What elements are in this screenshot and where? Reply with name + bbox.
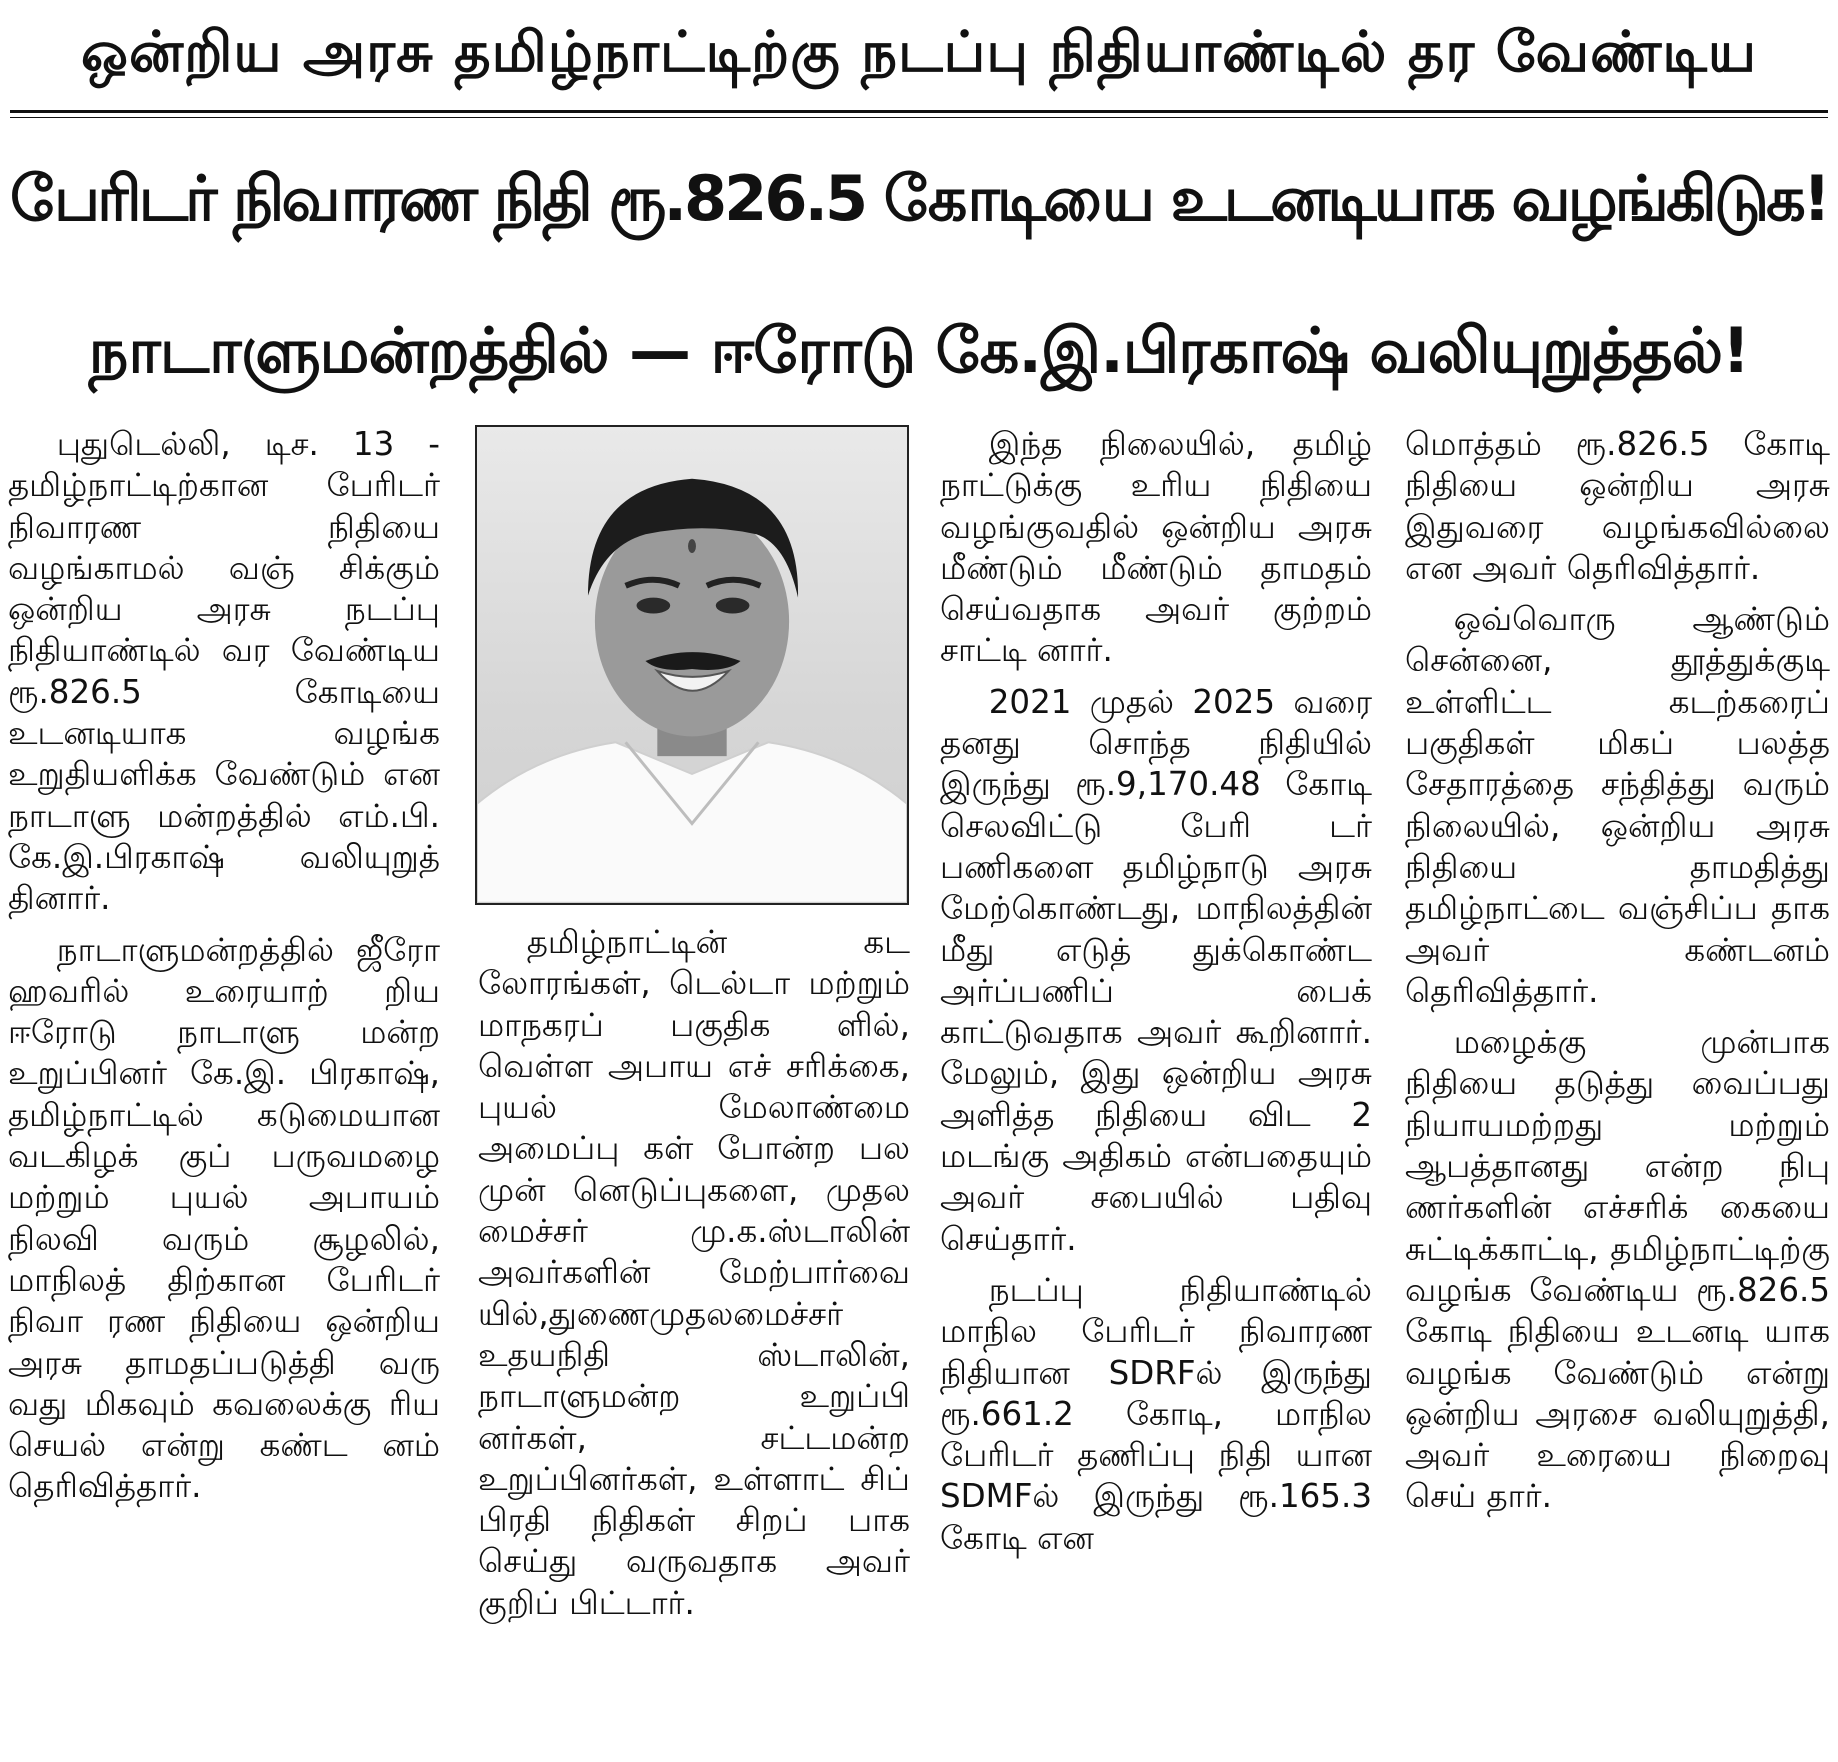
article-column-4 — [1405, 424, 1830, 1518]
article-column-3 — [940, 424, 1372, 1559]
paragraph: மொத்தம் ரூ.826.5 கோடி நிதியை ஒன்றிய அரசு இதுவரை வழங்கவில்லை என அவர் தெரிவித்தார். — [1405, 425, 1830, 587]
paragraph: இந்த நிலையில், தமிழ் நாட்டுக்கு உரிய நிதியை வழங்குவதில் ஒன்றிய அரசு மீண்டும் மீண்டும் தாமதம் செய்வதாக அவர் குற்றம் சாட்டி னார். — [940, 425, 1372, 670]
header-rule-thin — [10, 117, 1828, 118]
article-column-2 — [478, 922, 910, 1624]
paragraph: நாடாளுமன்றத்தில் ஜீரோ ஹவரில் உரையாற் றிய ஈரோடு நாடாளு மன்ற உறுப்பினர் கே.இ. பிரகாஷ், தமிழ்நாட்டில் கடுமையான வடகிழக் குப் பருவமழை மற்றும் புயல் அபாயம் நிலவி வரும் சூழலில், மாநிலத் திற்கான பேரிடர் நிவா ரண நிதியை ஒன்றிய அரசு தாமதப்படுத்தி வரு வது மிகவும் கவலைக்கு ரிய செயல் என்று கண்ட னம் தெரிவித்தார். — [8, 930, 440, 1506]
paragraph: நடப்பு நிதியாண்டில் மாநில பேரிடர் நிவாரண நிதியான SDRFல் இருந்து ரூ.661.2 கோடி, மாநில பேரிடர் தணிப்பு நிதி யான SDMFல் இருந்து ரூ.165.3 கோடி என — [940, 1270, 1372, 1557]
portrait-photo-icon — [477, 427, 907, 903]
paragraph: ஒவ்வொரு ஆண்டும் சென்னை, தூத்துக்குடி உள்ளிட்ட கடற்கரைப் பகுதிகள் மிகப் பலத்த சேதாரத்தை சந்தித்து வரும் நிலையில், ஒன்றிய அரசு நிதியை தாமதித்து தமிழ்நாட்டை வஞ்சிப்ப தாக அவர் கண்டனம் தெரிவித்தார். — [1405, 600, 1830, 1010]
kicker-headline: ஒன்றிய அரசு தமிழ்நாட்டிற்கு நடப்பு நிதியாண்டில் தர வேண்டிய — [81, 20, 1757, 85]
paragraph: 2021 முதல் 2025 வரை தனது சொந்த நிதியில் இருந்து ரூ.9,170.48 கோடி செலவிட்டு பேரி டர் பணிகளை தமிழ்நாடு அரசு மேற்கொண்டது, மாநிலத்தின் மீது எடுத் துக்கொண்ட அர்ப்பணிப் பைக் காட்டுவதாக அவர் கூறினார். மேலும், இது ஒன்றிய அரசு அளித்த நிதியை விட 2 மடங்கு அதிகம் என்பதையும் அவர் சபையில் பதிவு செய்தார். — [940, 682, 1372, 1258]
paragraph: புதுடெல்லி, டிச. 13 - தமிழ்நாட்டிற்கான பேரிடர் நிவாரண நிதியை வழங்காமல் வஞ் சிக்கும் ஒன்றிய அரசு நடப்பு நிதியாண்டில் வர வேண்டிய ரூ.826.5 கோடியை உடனடியாக வழங்க உறுதியளிக்க வேண்டும் என நாடாளு மன்றத்தில் எம்.பி. கே.இ.பிரகாஷ் வலியுறுத் தினார். — [8, 425, 440, 918]
paragraph: தமிழ்நாட்டின் கட லோரங்கள், டெல்டா மற்றும் மாநகரப் பகுதிக ளில், வெள்ள அபாய எச் சரிக்கை, புயல் மேலாண்மை அமைப்பு கள் போன்ற பல முன் னெடுப்புகளை, முதல மைச்சர் மு.க.ஸ்டாலின் அவர்களின் மேற்பார்வை யில்,துணைமுதலமைச்சர் உதயநிதி ஸ்டாலின், நாடாளுமன்ற உறுப்பி னர்கள், சட்டமன்ற உறுப்பினர்கள், உள்ளாட் சிப் பிரதி நிதிகள் சிறப் பாக செய்து வருவதாக அவர் குறிப் பிட்டார். — [478, 923, 910, 1622]
portrait-photo — [475, 425, 909, 905]
header-rule — [10, 110, 1828, 113]
paragraph: மழைக்கு முன்பாக நிதியை தடுத்து வைப்பது நியாயமற்றது மற்றும் ஆபத்தானது என்ற நிபு ணர்களின் எச்சரிக் கையை சுட்டிக்காட்டி, தமிழ்நாட்டிற்கு வழங்க வேண்டிய ரூ.826.5 கோடி நிதியை உடனடி யாக வழங்க வேண்டும் என்று ஒன்றிய அரசை வலியுறுத்தி, அவர் உரையை நிறைவு செய் தார். — [1405, 1023, 1830, 1516]
article-column-1 — [8, 424, 440, 1508]
main-headline: பேரிடர் நிவாரண நிதி ரூ.826.5 கோடியை உடனடியாக வழங்கிடுக! — [9, 162, 1829, 235]
sub-headline: நாடாளுமன்றத்தில் — ஈரோடு கே.இ.பிரகாஷ் வலியுறுத்தல்! — [88, 314, 1750, 387]
